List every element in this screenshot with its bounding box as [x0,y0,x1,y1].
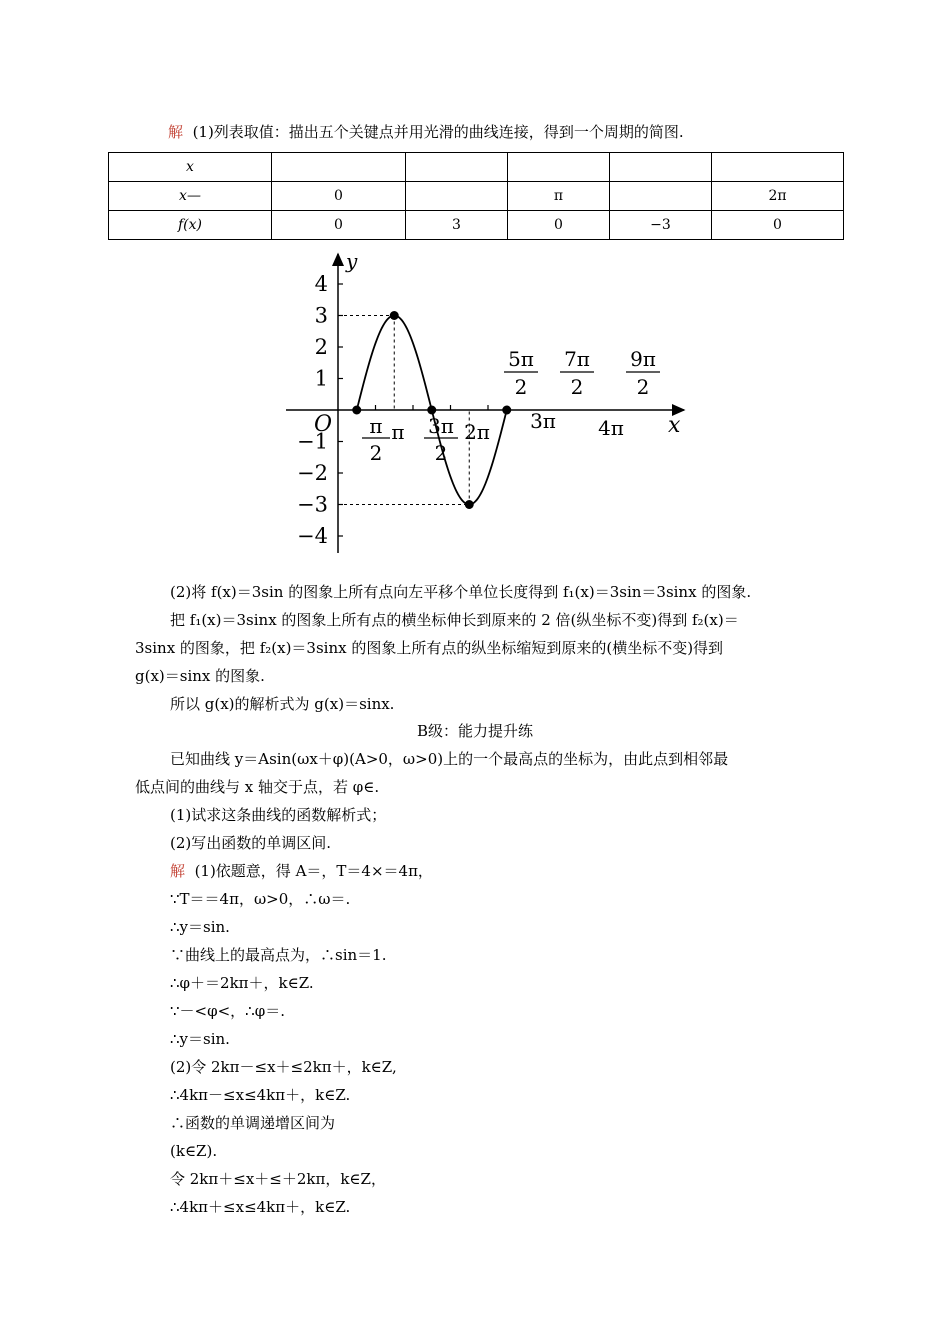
solution-line: ∵曲线上的最高点为，∴sin＝1. [170,946,387,964]
x-axis-label: x [668,413,681,438]
fraction-denominator: 2 [514,375,528,399]
table-cell [508,153,610,182]
fraction-denominator: 2 [369,441,383,465]
x-tick-label: π [391,420,405,444]
table-cell: 3 [406,211,508,240]
solution-line: ∴函数的单调递增区间为 [170,1114,336,1132]
fraction-numerator: 9π [630,347,656,371]
sine-graph [270,248,710,573]
solution-line: ∴y＝sin. [170,918,230,936]
y-tick-label: −4 [297,524,328,548]
paragraph: 低点间的曲线与 x 轴交于点，若 φ∈. [135,778,380,796]
table-row [109,182,844,211]
fraction-label-5pi-2 [504,347,538,399]
paragraph: (2)写出函数的单调区间. [170,834,332,852]
y-tick-label: −1 [297,429,328,454]
solution-line: ∵－<φ<，∴φ＝. [170,1002,285,1020]
fraction-label-pi-2 [362,414,390,465]
key-point [465,500,474,509]
table-row-header: x— [109,182,272,211]
table-row [109,153,844,182]
paragraph: g(x)＝sinx 的图象. [135,667,265,685]
value-table [108,152,844,240]
paragraph: 所以 g(x)的解析式为 g(x)＝sinx. [170,695,395,713]
fraction-label-7pi-2 [560,347,594,399]
table-row-header: x [109,153,272,182]
x-tick-label: 2π [464,420,490,444]
y-tick-label: −2 [297,461,328,485]
solution-line: ∴y＝sin. [170,1030,230,1048]
fraction-label-3pi-2 [424,414,458,465]
y-tick-label: −3 [297,492,328,517]
solution-line: 令 2kπ＋≤x＋≤＋2kπ，k∈Z， [170,1170,386,1188]
fraction-numerator: π [369,414,383,438]
fraction-denominator: 2 [570,375,584,399]
fraction-label-9pi-2 [626,347,660,399]
table-cell: −3 [610,211,712,240]
table-cell [610,182,712,211]
paragraph: (2)将 f(x)＝3sin 的图象上所有点向左平移个单位长度得到 f₁(x)＝3sin＝3sinx 的图象. [170,583,752,601]
table-cell: π [508,182,610,211]
paragraph: 已知曲线 y＝Asin(ωx＋φ)(A>0，ω>0)上的一个最高点的坐标为，由此点到相邻最 [170,750,729,768]
table-cell: 0 [712,211,844,240]
table-cell [272,153,406,182]
fraction-denominator: 2 [434,441,448,465]
origin-label: O [314,412,333,437]
table-cell: 0 [508,211,610,240]
table-cell: 2π [712,182,844,211]
y-tick-label: 2 [314,335,328,359]
key-point [390,311,399,320]
paragraph: 把 f₁(x)＝3sinx 的图象上所有点的横坐标伸长到原来的 2 倍(纵坐标不变)得到 f₂(x)＝ [170,611,739,629]
solution-text: (1)依题意，得 A＝，T＝4×＝4π， [194,862,433,880]
solution-label: 解 [170,862,186,880]
solution-line: ∴4kπ－≤x≤4kπ＋，k∈Z. [170,1086,351,1104]
table-cell: 0 [272,211,406,240]
fraction-denominator: 2 [636,375,650,399]
x-tick-label: 4π [598,416,624,440]
section-heading: B级：能力提升练 [416,722,534,740]
fraction-numerator: 3π [428,414,454,438]
y-tick-label: 1 [314,366,328,391]
table-cell [712,153,844,182]
table-cell: 0 [272,182,406,211]
table-row [109,211,844,240]
solution-line: ∴φ＋＝2kπ＋，k∈Z. [170,974,314,992]
y-tick-label: 3 [314,303,328,328]
solution-line [170,861,433,881]
solution-label: 解 [168,123,184,141]
table-cell [610,153,712,182]
paragraph: 3sinx 的图象，把 f₂(x)＝3sinx 的图象上所有点的纵坐标缩短到原来的(横坐标不变)得到 [135,639,724,657]
solution-line: (k∈Z). [170,1142,218,1160]
y-tick-label: 4 [314,272,328,296]
solution-line: (2)令 2kπ－≤x＋≤2kπ＋，k∈Z, [170,1058,397,1076]
fraction-numerator: 5π [508,347,534,371]
key-point [352,406,361,415]
part1-intro: (1)列表取值：描出五个关键点并用光滑的曲线连接，得到一个周期的简图. [192,123,684,141]
paragraph: (1)试求这条曲线的函数解析式； [170,806,387,824]
table-cell [406,182,508,211]
fraction-numerator: 7π [564,347,590,371]
key-point [502,406,511,415]
solution-line: ∴4kπ＋≤x≤4kπ＋，k∈Z. [170,1198,351,1216]
table-row-header: f(x) [109,211,272,240]
table-cell [406,153,508,182]
solution-line: ∵T＝＝4π，ω>0，∴ω＝. [170,890,351,908]
y-axis-label: y [346,249,358,273]
part1-line [168,122,684,142]
x-tick-label: 3π [530,409,556,433]
